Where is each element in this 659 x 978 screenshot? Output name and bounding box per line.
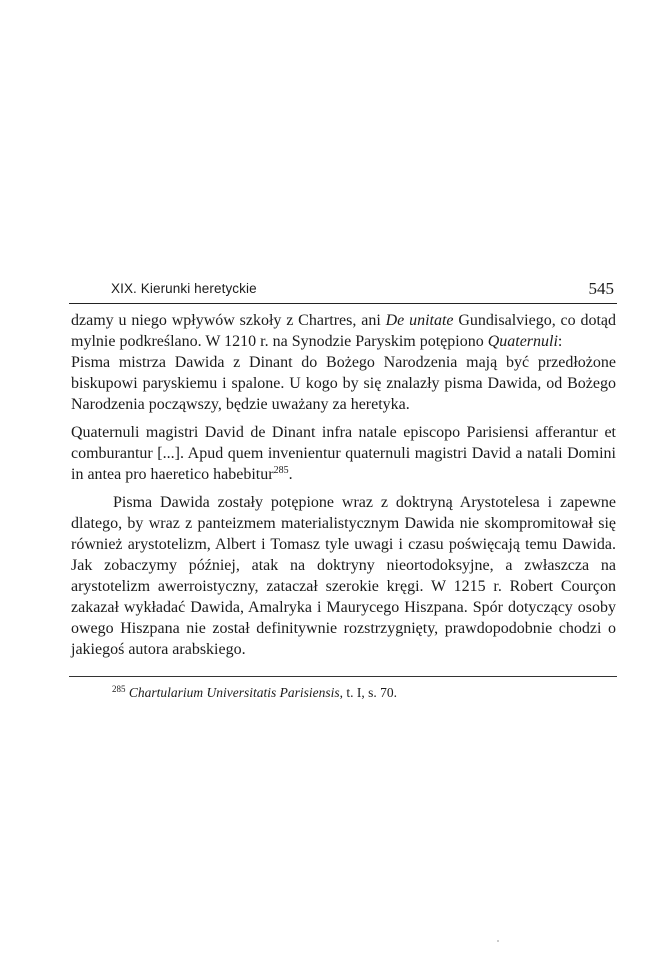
header-rule xyxy=(69,303,617,304)
page-number: 545 xyxy=(588,279,614,298)
block-quote-polish: Pisma mistrza Dawida z Dinant do Bożego Narodzenia mają być przedłożone biskupowi paryskiemu i spalone. U kogo by się znalazły pisma Dawida, od Bożego Narodzenia począwszy, będzie uważany za heretyka. xyxy=(71,354,616,413)
quote-text: . xyxy=(288,466,293,483)
footnote-number: 285 xyxy=(112,684,126,694)
main-text xyxy=(71,310,616,660)
paragraph-text: dzamy u niego wpływów szkoły z Chartres, ani xyxy=(71,312,386,329)
block-quote-latin xyxy=(71,422,616,485)
running-title: XIX. Kierunki heretyckie xyxy=(111,281,257,296)
paragraph-continued xyxy=(71,310,616,352)
running-head xyxy=(71,279,616,303)
italic-title: De unitate xyxy=(385,312,454,329)
footnote xyxy=(112,684,397,702)
footnote-citation: , t. I, s. 70. xyxy=(339,685,398,700)
paragraph-text: : xyxy=(557,333,563,350)
paragraph: Pisma Dawida zostały potępione wraz z doktryną Arystotelesa i zapewne dlatego, by wraz z panteizmem materialistycznym Dawida nie skompromitował się również arystotelizm, Albert i Tomasz tyle uwagi i czasu poświęcają temu Dawida. Jak zobaczymy później, atak na doktryny nieortodoksyjne, a zwłaszcza na arystotelizm awerroistyczny, zataczał szerokie kręgi. W 1215 r. Robert Courçon zakazał wykładać Dawida, Amalryka i Maurycego Hiszpana. Spór dotyczący osoby owego Hiszpana nie został definitywnie rozstrzygnięty, prawdopodobnie chodzi o jakiegoś autora arabskiego. xyxy=(71,494,616,658)
italic-term: Quaternuli xyxy=(487,333,558,350)
footnote-rule xyxy=(69,676,617,677)
footnote-source-title: Chartularium Universitatis Parisiensis xyxy=(128,685,340,700)
quote-text: Quaternuli magistri David de Dinant infra natale episcopo Parisiensi afferantur et comburantur [...]. Apud quem invenientur quaternuli magistri David a natali Domini in antea pro haeretico habebitur xyxy=(71,424,616,483)
footnote-ref[interactable]: 285 xyxy=(273,465,289,476)
paper-speck xyxy=(497,940,499,942)
paragraph-text: Gundisalviego, co dotąd mylnie podkreślano. W 1210 r. na Synodzie Paryskim potępiono xyxy=(71,312,617,350)
